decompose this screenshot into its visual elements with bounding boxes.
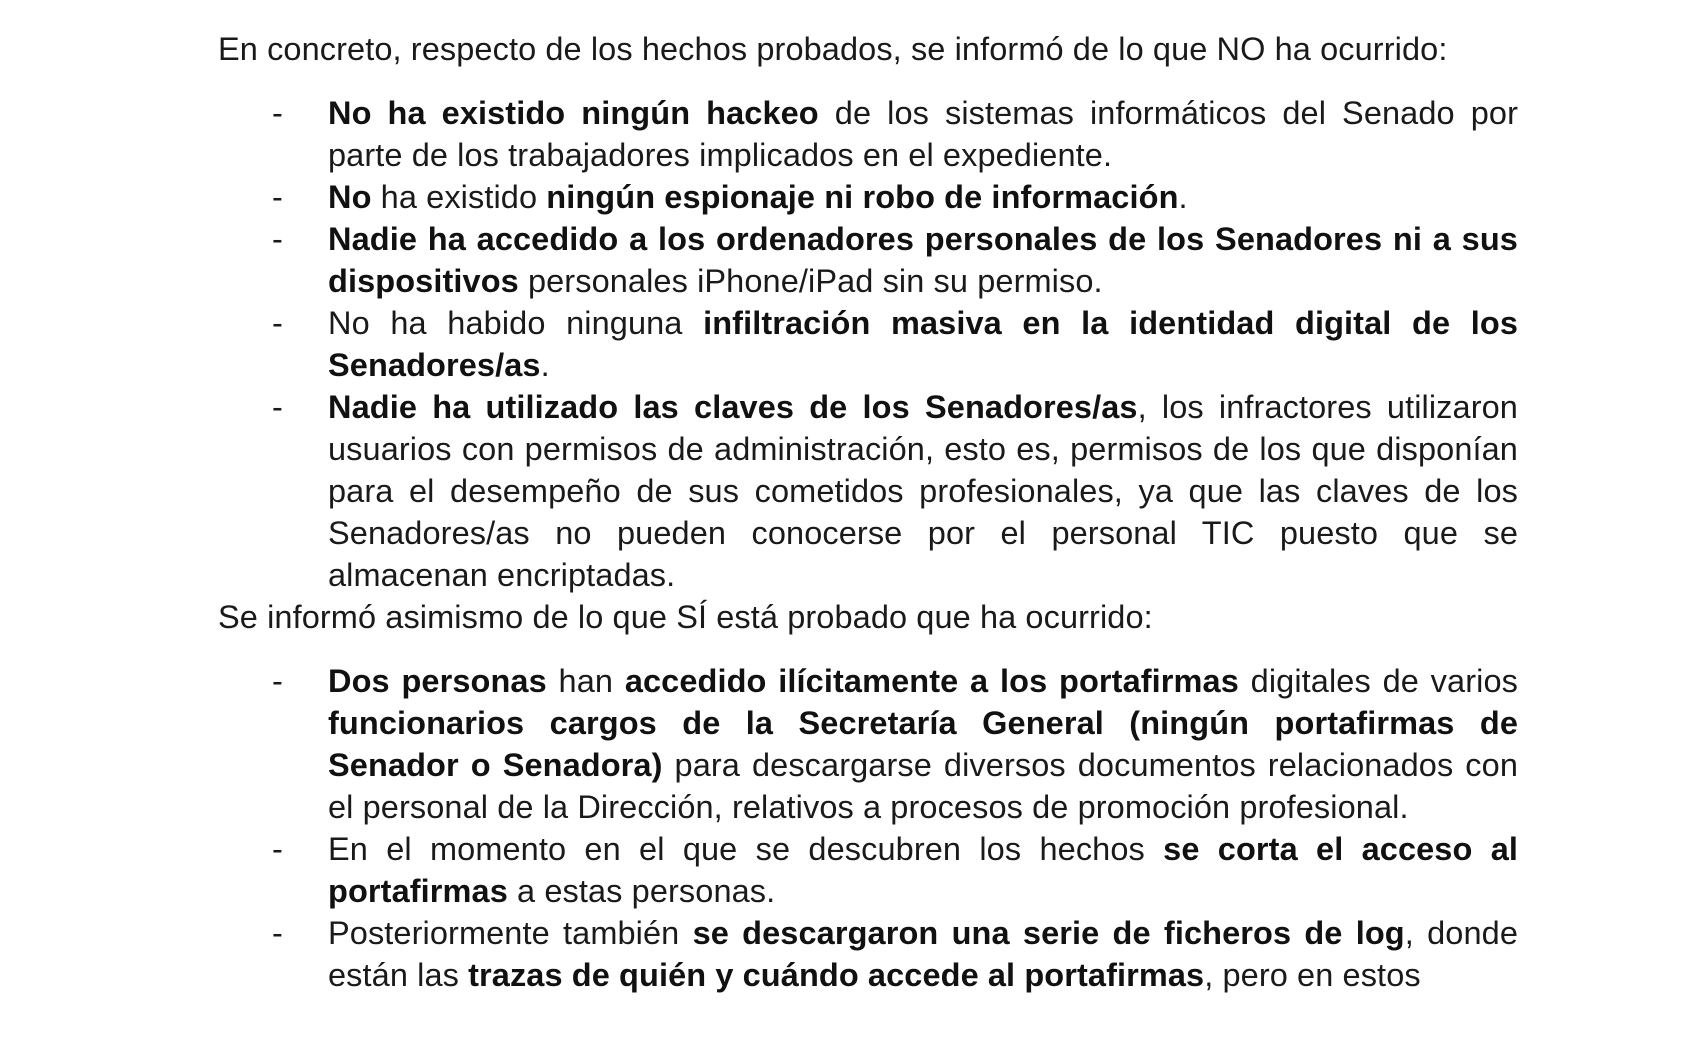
text-segment: Posteriormente también: [328, 915, 693, 951]
text-segment: para descargarse diversos documentos relacionados con el personal de la Dirección, relativos a procesos de promoción profesional.: [328, 747, 1518, 825]
text-segment: ha existido: [371, 179, 547, 215]
bullet-dash: -: [272, 179, 283, 215]
list-item: [218, 912, 1518, 996]
list-item: [218, 302, 1518, 386]
bullet-dash: -: [272, 915, 283, 951]
bold-text: Nadie ha utilizado las claves de los Senadores/as: [328, 389, 1138, 425]
document-page: [218, 28, 1518, 996]
list-not-occurred: [218, 92, 1518, 596]
bold-text: accedido ilícitamente a los portafirmas: [624, 663, 1239, 699]
bullet-dash: -: [272, 221, 283, 257]
text-segment: de los sistemas informáticos del Senado por parte de los trabajadores implicados en el expediente.: [328, 95, 1518, 173]
list-item: [218, 176, 1518, 218]
list-item: [218, 92, 1518, 176]
text-segment: , los infractores utilizaron usuarios con permisos de administración, esto es, permisos de los que disponían para el desempeño de sus cometidos profesionales, ya que las claves de los Senadores/as no pueden conocerse por el personal TIC puesto que se almacenan encriptadas.: [328, 389, 1518, 593]
bold-text: Nadie ha accedido a los ordenadores personales de los Senadores ni a sus dispositivos: [328, 221, 1518, 299]
text-segment: , pero en estos: [1204, 957, 1421, 993]
bold-text: No: [328, 179, 372, 215]
bold-text: infiltración masiva en la identidad digital de los Senadores/as: [328, 305, 1518, 383]
bold-text: trazas de quién y cuándo accede al portafirmas: [468, 957, 1205, 993]
list-item: [218, 386, 1518, 596]
bullet-dash: -: [272, 831, 283, 867]
intro-occurred: Se informó asimismo de lo que SÍ está probado que ha ocurrido:: [218, 599, 1153, 635]
text-segment: , donde están las: [328, 915, 1519, 993]
list-item: [218, 828, 1518, 912]
list-occurred: [218, 660, 1518, 996]
bold-text: No ha existido ningún hackeo: [328, 95, 819, 131]
text-segment: No ha habido ninguna: [328, 305, 704, 341]
list-item: [218, 218, 1518, 302]
intro-not-occurred: En concreto, respecto de los hechos probados, se informó de lo que NO ha ocurrido:: [218, 31, 1448, 67]
bullet-dash: -: [272, 305, 283, 341]
text-segment: .: [540, 347, 550, 383]
bold-text: ningún espionaje ni robo de información: [546, 179, 1179, 215]
text-segment: digitales de varios: [1238, 663, 1518, 699]
bullet-dash: -: [272, 389, 283, 425]
text-segment: han: [546, 663, 625, 699]
list-item: [218, 660, 1518, 828]
text-segment: a estas personas.: [507, 873, 776, 909]
bullet-dash: -: [272, 95, 283, 131]
bold-text: se descargaron una serie de ficheros de log: [692, 915, 1405, 951]
text-segment: .: [1178, 179, 1188, 215]
bold-text: se corta el acceso al portafirmas: [328, 831, 1518, 909]
text-segment: En el momento en el que se descubren los hechos: [328, 831, 1164, 867]
bold-text: funcionarios cargos de la Secretaría General (ningún portafirmas de Senador o Senadora): [328, 705, 1518, 783]
bold-text: Dos personas: [328, 663, 547, 699]
text-segment: personales iPhone/iPad sin su permiso.: [518, 263, 1103, 299]
bullet-dash: -: [272, 663, 283, 699]
